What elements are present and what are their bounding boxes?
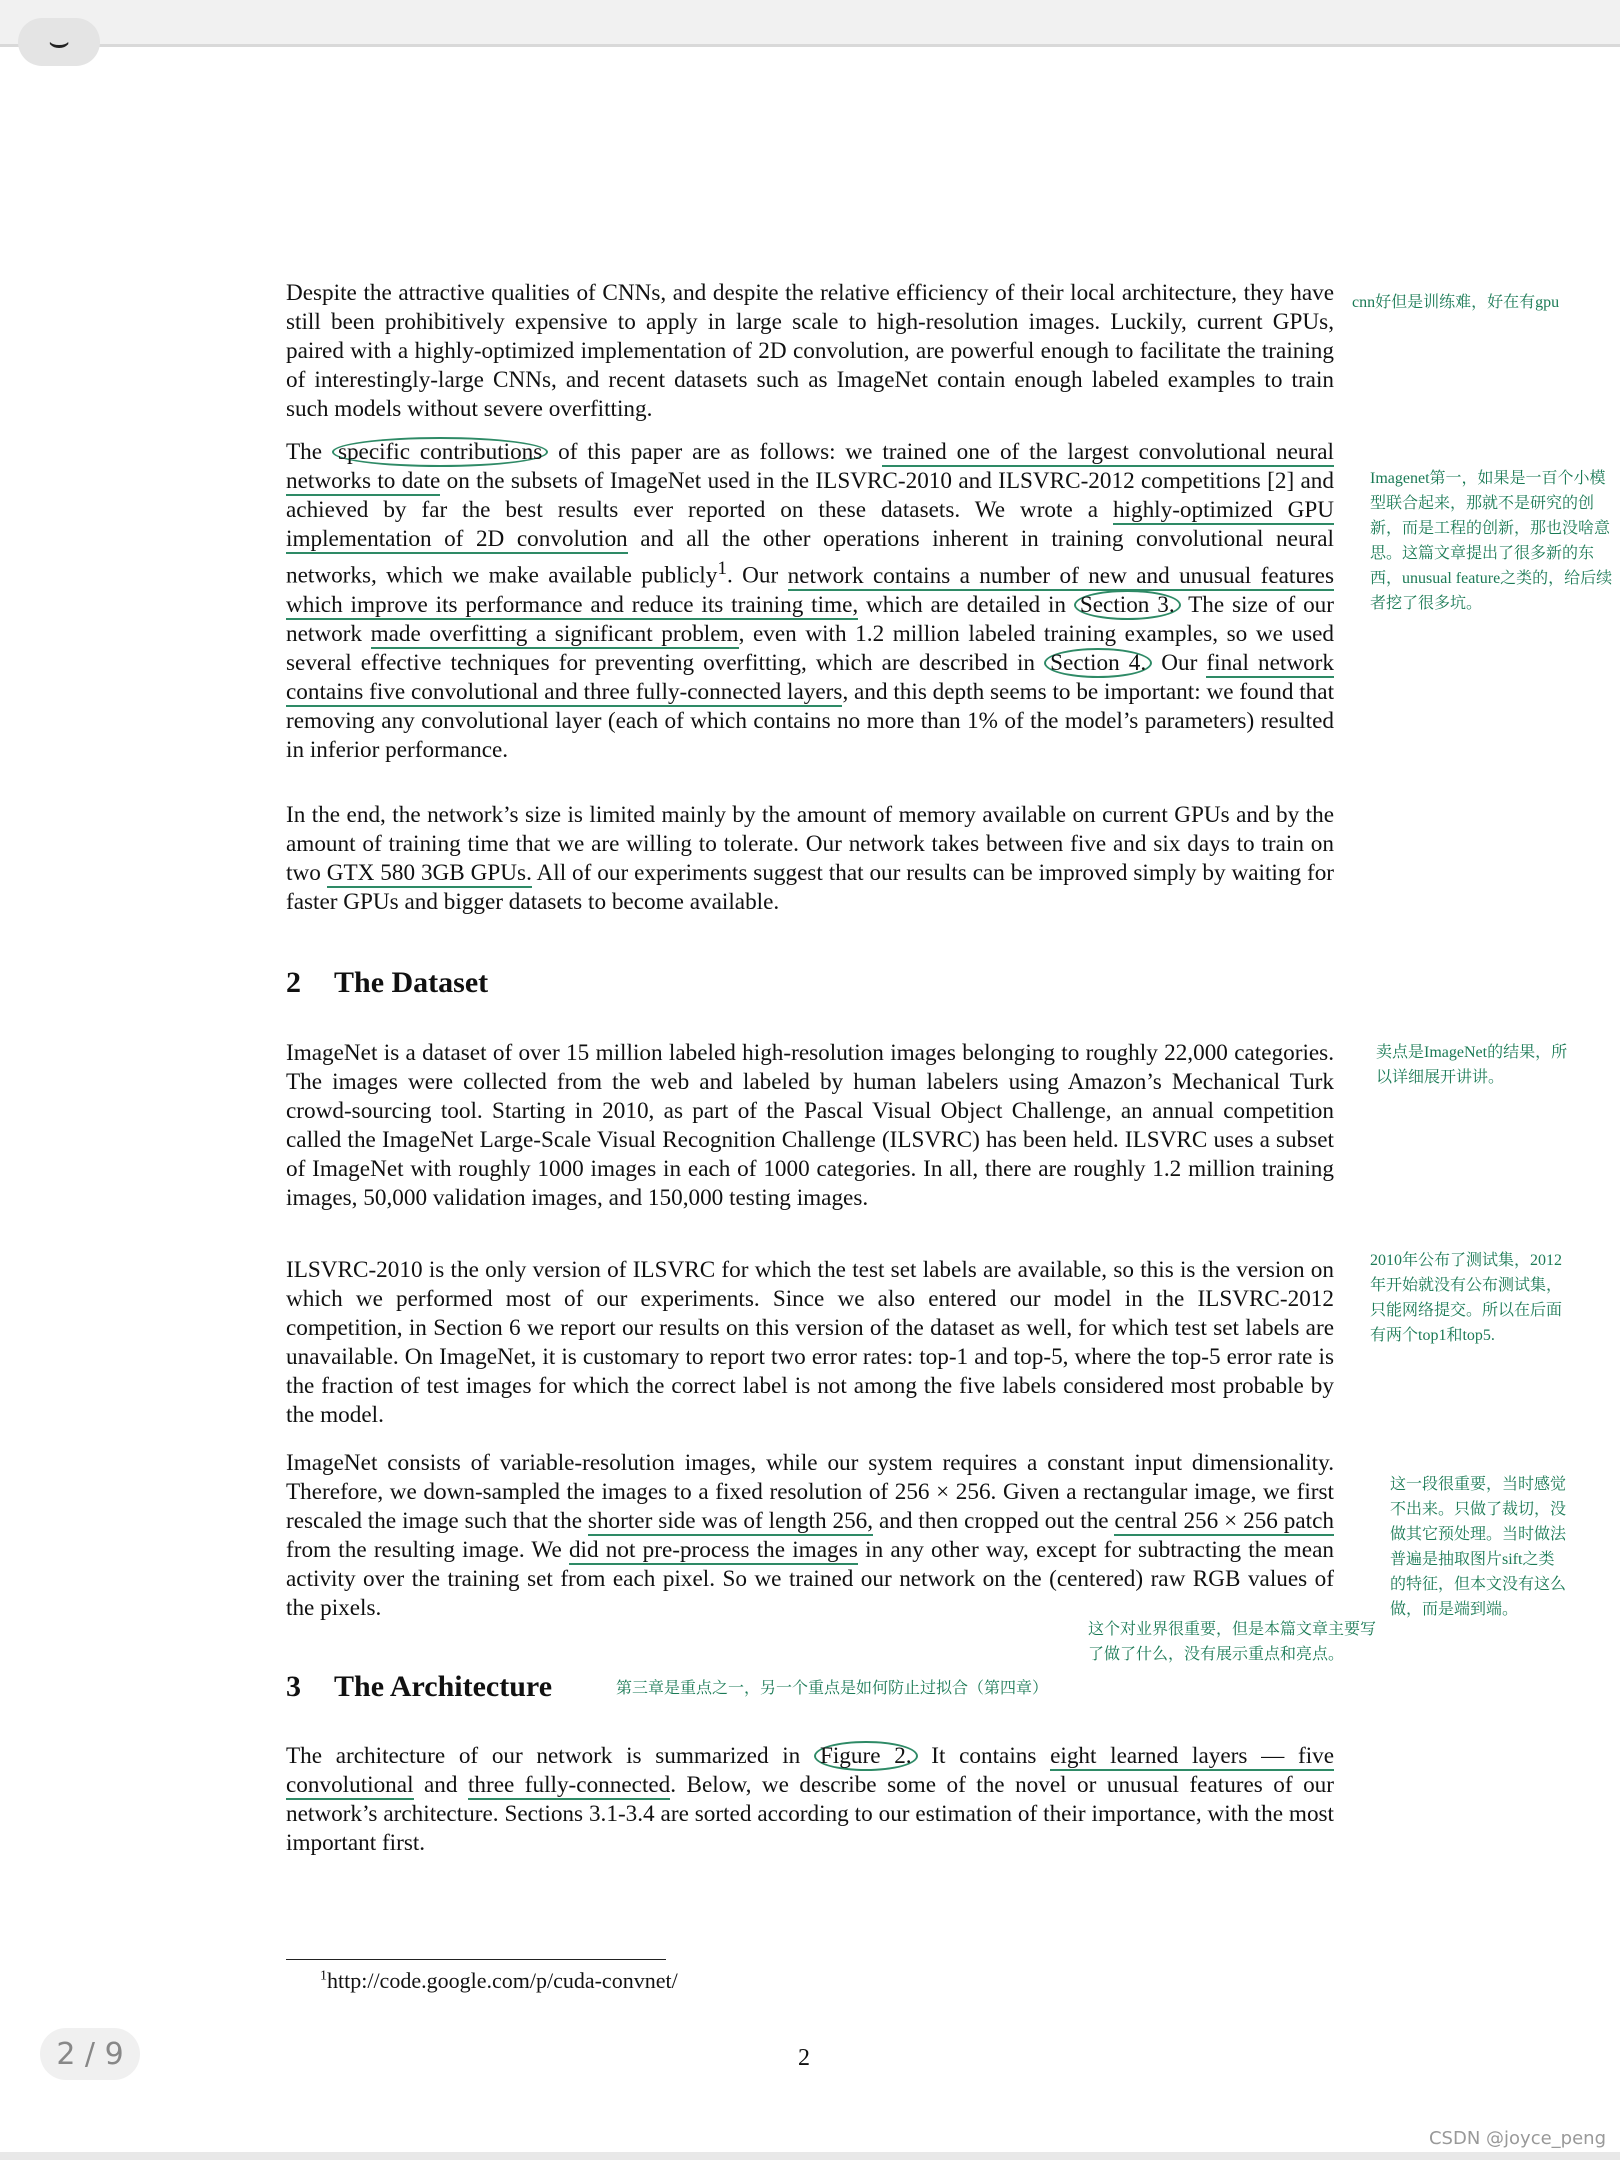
annotation-preprocessing: 这一段很重要，当时感觉不出来。只做了裁切，没做其它预处理。当时做法普遍是抽取图片sift之类的特征，但本文没有这么做，而是端到端。 xyxy=(1390,1476,1567,1618)
underline-eight-layers: eight learned layers — five convolutional xyxy=(286,1743,1335,1798)
underline-central-patch: central 256 × 256 patch xyxy=(1114,1508,1334,1534)
paragraph-imagenet: ImageNet is a dataset of over 15 million labeled high-resolution images belonging to roughly 22,000 categories. The images were collected from the web and labeled by human labelers using Amazon’s Mechanical Turk crowd-sourcing tool. Starting in 2010, as part of the Pascal Visual Object Challenge, an annual competition called the ImageNet Large-Scale Visual Recognition Challenge (ILSVRC) has been held. ILSVRC uses a subset of ImageNet with roughly 1000 images in each of 1000 categories. In all, there are roughly 1.2 million training images, 50,000 validation images, and 150,000 testing images. xyxy=(286,1040,1334,1211)
footnote-rule xyxy=(286,1959,666,1960)
footnote: $^1$http://code.google.com/p/cuda-convnet/ xyxy=(320,1968,678,1993)
underline-fully-connected: three fully-connected xyxy=(467,1772,671,1798)
collapse-toolbar-button[interactable] xyxy=(18,18,100,66)
circled-section-3: Section 3. xyxy=(1074,590,1181,620)
paragraph-network-size: In the end, the network’s size is limited mainly by the amount of memory available on current GPUs and by the amount of training time that we are willing to tolerate. Our network takes between five and six days to train on two GTX 580 3GB GPUs. All of our experiments suggest that our results can be improved simply by waiting for faster GPUs and bigger datasets to become available. xyxy=(286,802,1335,915)
annotation-gpu: cnn好但是训练难，好在有gpu xyxy=(1352,294,1560,311)
watermark: CSDN @joyce_peng xyxy=(1428,2128,1606,2149)
underline-shorter-side: shorter side was of length 256, xyxy=(587,1508,874,1534)
footnote-link[interactable]: http://code.google.com/p/cuda-convnet/ xyxy=(327,1968,678,1993)
viewer-bottom-bar xyxy=(0,2152,1620,2160)
page-indicator[interactable]: 2 / 9 xyxy=(40,2028,140,2080)
circled-section-4: Section 4. xyxy=(1044,648,1152,678)
underline-gpu-implementation: highly-optimized GPU implementation of 2D convolution xyxy=(286,497,1334,552)
annotation-imagenet-first: Imagenet第一，如果是一百个小模型联合起来，那就不是研究的创新，而是工程的创新，那也没啥意思。这篇文章提出了很多新的东西，unusual feature之类的，给后续者挖了很多坑。 xyxy=(1370,470,1613,612)
underline-no-preprocess: did not pre-process the images xyxy=(568,1537,858,1563)
underline-overfitting: made overfitting a significant problem xyxy=(370,620,739,647)
circled-specific-contributions: specific contributions xyxy=(332,437,548,467)
chevron-down-icon: ⌣ xyxy=(47,22,71,62)
paragraph-ilsvrc: ILSVRC-2010 is the only version of ILSVRC for which the test set labels are available, so this is the version on which we performed most of our experiments. Since we also entered our model in the ILSVRC-2012 competition, in Section 6 we report our results on this version of the dataset as well, for which test set labels are unavailable. On ImageNet, it is customary to report two error rates: top-1 and top-5, where the top-5 error rate is the fraction of test images for which the correct label is not among the five labels considered most probable by the model. xyxy=(286,1257,1334,1428)
section-heading-architecture: 3 The Architecture xyxy=(286,1670,553,1703)
circled-figure-2: Figure 2. xyxy=(814,1741,918,1771)
underline-new-features: network contains a number of new and unusual features which improve its performance and reduce its training time, xyxy=(286,562,1334,618)
paragraph-contributions: The specific contributions of this paper are as follows: we trained one of the largest convolutional neural networks to date on the subsets of ImageNet used in the ILSVRC-2010 and ILSVRC-2012 competitions [2] and achieved by far the best results ever reported on these datasets. We wrote a highly-optimized GPU implementation of 2D convolution and all the other operations inherent in training convolutional neural networks, which we make available publicly$^1$. Our network contains a number of new and unusual features which improve its performance and reduce its training time, which are detailed in Section 3. The size of our network made overfitting a significant problem, even with 1.2 million labeled training examples, so we used several effective techniques for preventing overfitting, which are described in Section 4. Our final network contains five convolutional and three fully-connected layers, and this depth seems to be important: we found that removing any convolutional layer (each of which contains no more than 1% of the model’s parameters) resulted in inferior performance. xyxy=(286,439,1335,763)
paragraph-intro: Despite the attractive qualities of CNNs, and despite the relative efficiency of their local architecture, they have still been prohibitively expensive to apply in large scale to high-resolution images. Luckily, current GPUs, paired with a highly-optimized implementation of 2D convolution, are powerful enough to facilitate the training of interestingly-large CNNs, and recent datasets such as ImageNet contain enough labeled examples to train such models without severe overfitting. xyxy=(286,280,1334,422)
footnote-marker: 1 xyxy=(717,558,727,579)
underline-largest-cnn: trained one of the largest convolutional neural networks to date xyxy=(286,439,1334,494)
page-number: 2 xyxy=(798,2045,810,2071)
annotation-industry: 这个对业界很重要，但是本篇文章主要写了做了什么，没有展示重点和亮点。 xyxy=(1088,1621,1377,1663)
annotation-test-set: 2010年公布了测试集，2012年开始就没有公布测试集，只能网络提交。所以在后面有两个top1和top5. xyxy=(1370,1252,1563,1344)
paragraph-resolution: ImageNet consists of variable-resolution images, while our system requires a constant input dimensionality. Therefore, we down-sampled the images to a fixed resolution of 256 × 256. Given a rectangular image, we first rescaled the image such that the shorter side was of length 256, and then cropped out the central 256 × 256 patch from the resulting image. We did not pre-process the images in any other way, except for subtracting the mean activity over the training set from each pixel. So we trained our network on the (centered) raw RGB values of the pixels. xyxy=(286,1450,1334,1621)
section-heading-dataset: 2 The Dataset xyxy=(286,966,489,999)
underline-final-network: final network contains five convolutional and three fully-connected layers xyxy=(286,649,1334,705)
annotation-chapter-3: 第三章是重点之一，另一个重点是如何防止过拟合（第四章） xyxy=(616,1680,1049,1697)
viewer-top-bar xyxy=(0,0,1620,47)
underline-gtx580: GTX 580 3GB GPUs. xyxy=(326,860,532,886)
paragraph-architecture: The architecture of our network is summarized in Figure 2. It contains eight learned layers — five convolutional and three fully-connected. Below, we describe some of the novel or unusual features of our network’s architecture. Sections 3.1-3.4 are sorted according to our estimation of their importance, with the most important first. xyxy=(286,1743,1335,1856)
annotation-selling-point: 卖点是ImageNet的结果，所以详细展开讲讲。 xyxy=(1376,1044,1568,1086)
